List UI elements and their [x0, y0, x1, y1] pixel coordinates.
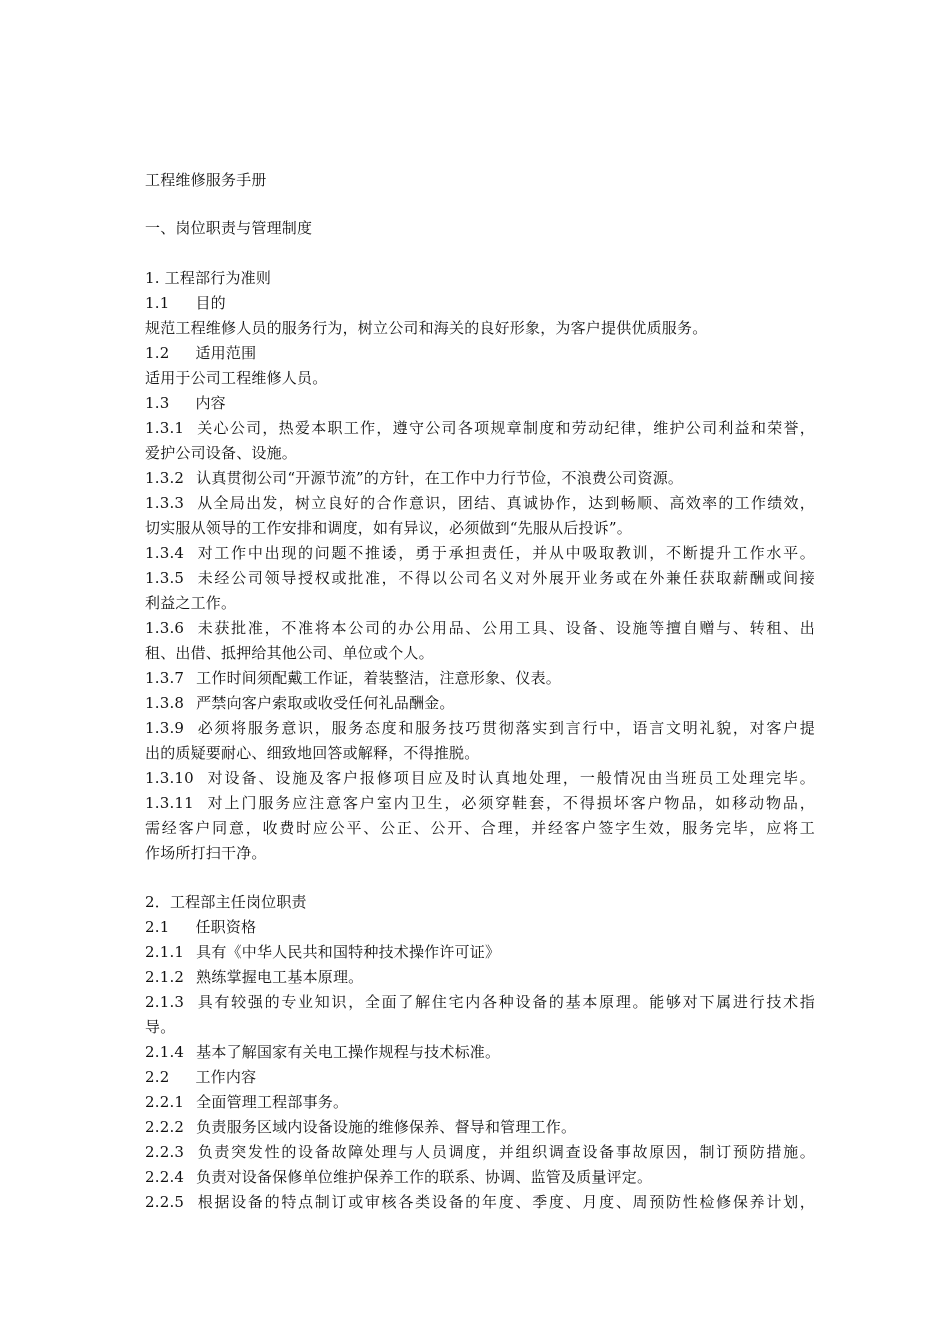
item-1-3-7: 1.3.7 工作时间须配戴工作证，着装整洁，注意形象、仪表。 [145, 669, 561, 687]
item-1-3-11-line2: 需经客户同意，收费时应公平、公正、公开、合理，并经客户签字生效，服务完毕，应将工 [145, 819, 815, 837]
item-1-3-3-line2: 切实服从领导的工作安排和调度，如有异议，必须做到“先服从后投诉”。 [145, 519, 632, 537]
item-1-3-1-line1: 1.3.1 关心公司，热爱本职工作，遵守公司各项规章制度和劳动纪律，维护公司利益和荣誉， [145, 419, 815, 437]
item-2-2-1: 2.2.1 全面管理工程部事务。 [145, 1093, 349, 1111]
heading-1-3: 1.3 内容 [145, 394, 226, 412]
item-1-3-6-line1: 1.3.6 未获批准，不准将本公司的办公用品、公用工具、设备、设施等擅自赠与、转租、出 [145, 619, 815, 637]
heading-2: 2．工程部主任岗位职责 [145, 893, 307, 911]
item-1-3-11-line1: 1.3.11 对上门服务应注意客户室内卫生，必须穿鞋套，不得损坏客户物品，如移动物品， [145, 794, 815, 812]
item-1-3-6-line2: 租、出借、抵押给其他公司、单位或个人。 [145, 644, 434, 662]
heading-1-1: 1.1 目的 [145, 294, 226, 312]
item-2-1-2: 2.1.2 熟练掌握电工基本原理。 [145, 968, 364, 986]
heading-2-2: 2.2 工作内容 [145, 1068, 257, 1086]
item-1-3-3-line1: 1.3.3 从全局出发，树立良好的合作意识，团结、真诚协作，达到畅顺、高效率的工作绩效， [145, 494, 815, 512]
item-2-1-4: 2.1.4 基本了解国家有关电工操作规程与技术标准。 [145, 1043, 501, 1061]
item-2-2-4: 2.2.4 负责对设备保修单位维护保养工作的联系、协调、监管及质量评定。 [145, 1168, 653, 1186]
section-heading-1: 一、岗位职责与管理制度 [145, 219, 313, 237]
item-2-2-3: 2.2.3 负责突发性的设备故障处理与人员调度，并组织调查设备事故原因，制订预防措施。 [145, 1143, 815, 1161]
item-2-2-2: 2.2.2 负责服务区域内设备设施的维修保养、督导和管理工作。 [145, 1118, 577, 1136]
item-2-1-1: 2.1.1 具有《中华人民共和国特种技术操作许可证》 [145, 943, 501, 961]
item-1-3-9-line1: 1.3.9 必须将服务意识，服务态度和服务技巧贯彻落实到言行中，语言文明礼貌，对客户提 [145, 719, 815, 737]
item-1-3-9-line2: 出的质疑要耐心、细致地回答或解释，不得推脱。 [145, 744, 480, 762]
item-1-3-2: 1.3.2 认真贯彻公司“开源节流”的方针，在工作中力行节俭，不浪费公司资源。 [145, 469, 684, 487]
item-1-3-1-line2: 爱护公司设备、设施。 [145, 444, 298, 462]
heading-1: 1. 工程部行为准则 [145, 269, 272, 287]
item-2-2-5: 2.2.5 根据设备的特点制订或审核各类设备的年度、季度、月度、周预防性检修保养计划， [145, 1193, 815, 1211]
item-2-1-3-line2: 导。 [145, 1018, 176, 1036]
heading-1-2: 1.2 适用范围 [145, 344, 257, 362]
item-2-1-3-line1: 2.1.3 具有较强的专业知识，全面了解住宅内各种设备的基本原理。能够对下属进行技术指 [145, 993, 815, 1011]
paragraph-1-2: 适用于公司工程维修人员。 [145, 369, 328, 387]
item-1-3-11-line3: 作场所打扫干净。 [145, 844, 267, 862]
item-1-3-5-line1: 1.3.5 未经公司领导授权或批准，不得以公司名义对外展开业务或在外兼任获取薪酬或间接 [145, 569, 815, 587]
item-1-3-4: 1.3.4 对工作中出现的问题不推诿，勇于承担责任，并从中吸取教训，不断提升工作水平。 [145, 544, 815, 562]
item-1-3-10: 1.3.10 对设备、设施及客户报修项目应及时认真地处理，一般情况由当班员工处理完毕。 [145, 769, 815, 787]
item-1-3-5-line2: 利益之工作。 [145, 594, 237, 612]
item-1-3-8: 1.3.8 严禁向客户索取或收受任何礼品酬金。 [145, 694, 455, 712]
heading-2-1: 2.1 任职资格 [145, 918, 257, 936]
document-title: 工程维修服务手册 [145, 171, 267, 189]
paragraph-1-1: 规范工程维修人员的服务行为，树立公司和海关的良好形象，为客户提供优质服务。 [145, 319, 708, 337]
